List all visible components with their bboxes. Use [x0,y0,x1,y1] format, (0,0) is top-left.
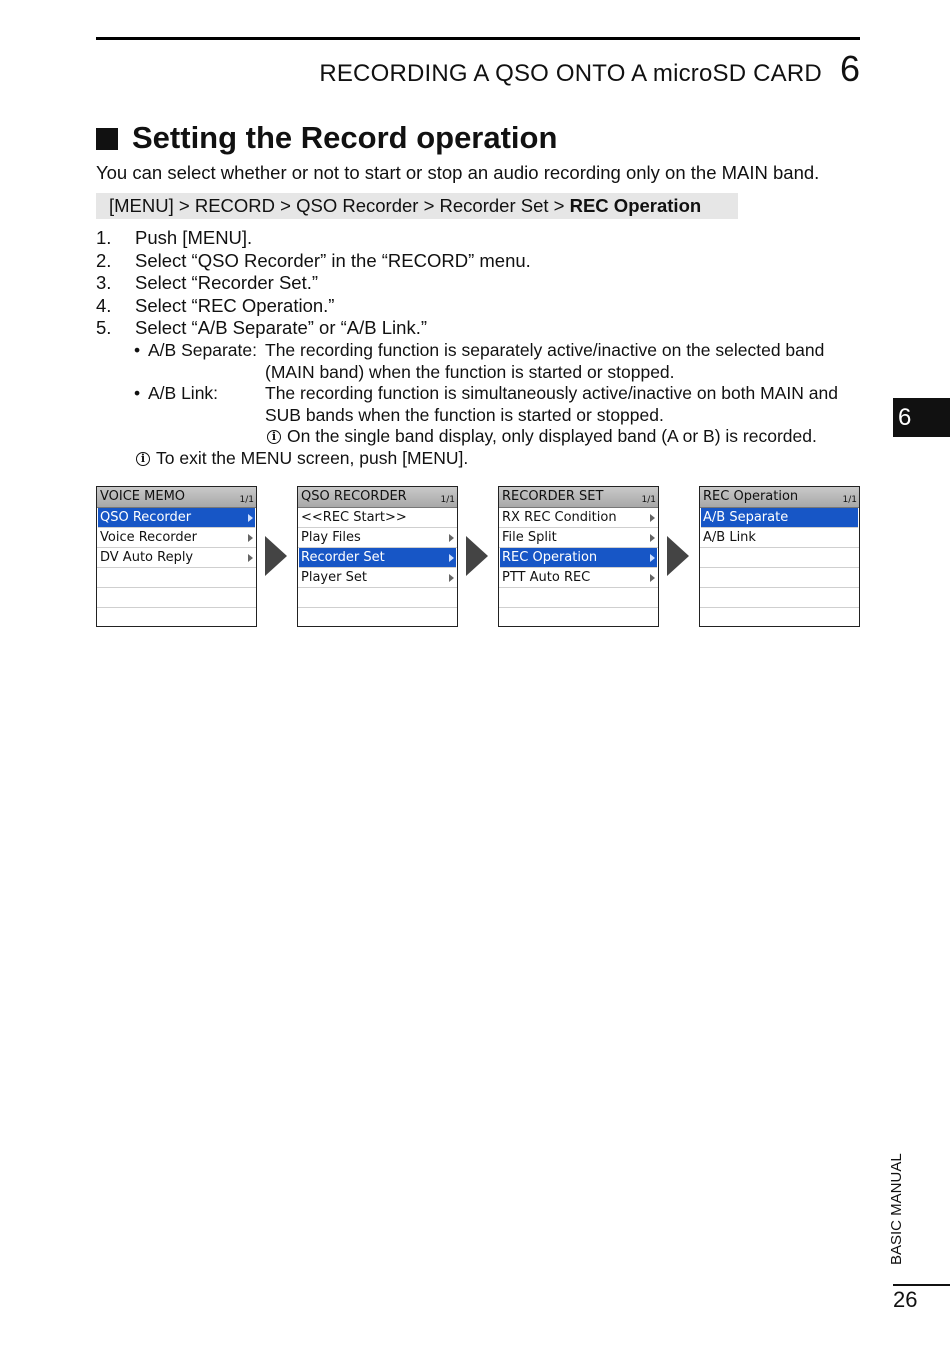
chevron-right-icon [449,554,454,562]
chapter-title: RECORDING A QSO ONTO A microSD CARD [319,60,822,87]
option-term: A/B Link: [148,383,219,403]
step-item [96,227,531,250]
screen-title-bar [298,487,457,508]
screen-title-bar [700,487,859,508]
single-band-note [267,426,817,448]
bullet-dot: • [134,340,141,360]
option-item [134,340,865,383]
step-text: Select “A/B Separate” or “A/B Link.” [135,317,428,338]
chevron-right-icon [650,514,655,522]
chevron-right-icon [248,534,253,542]
info-icon: i [136,452,150,466]
screen-page: 1/1 [440,495,455,505]
screen-page: 1/1 [239,495,254,505]
menu-item-label: Play Files [301,530,361,545]
menu-item[interactable] [299,548,456,568]
menu-item-label: PTT Auto REC [502,570,591,585]
chevron-right-icon [650,534,655,542]
menu-item-label: Player Set [301,570,367,585]
screen-title: RECORDER SET [502,489,604,504]
menu-item[interactable] [500,548,657,568]
screen-title: REC Operation [703,489,799,504]
menu-item-label: Voice Recorder [100,530,197,545]
menu-item[interactable] [700,528,859,548]
empty-row [499,608,658,628]
step-number: 2. [96,249,112,271]
empty-row [499,588,658,608]
chapter-header [319,48,860,90]
menu-item-label: QSO Recorder [100,510,192,525]
empty-row [700,548,859,568]
menu-screen-voice-memo [96,486,257,627]
menu-item-label: DV Auto Reply [100,550,194,565]
menu-screen-recorder-set [498,486,659,627]
footer-label: BASIC MANUAL [888,1153,905,1265]
exit-note [136,448,468,470]
chevron-right-icon [650,574,655,582]
bullet-dot: • [134,383,141,403]
step-text: Select “REC Operation.” [135,294,335,316]
menu-item[interactable] [499,568,658,588]
screen-title-bar [499,487,658,508]
menu-item[interactable] [499,528,658,548]
empty-row [97,588,256,608]
arrow-right-icon [265,536,287,576]
menu-path-target: REC Operation [569,195,702,216]
arrow-right-icon [466,536,488,576]
step-item [96,295,531,318]
screen-page: 1/1 [641,495,656,505]
menu-item-label: A/B Separate [703,510,789,525]
menu-item-label: A/B Link [703,530,756,545]
option-description: The recording function is simultaneously active/inactive on both MAIN and SUB bands when the function is started or stopped. [265,383,838,425]
menu-item[interactable] [98,508,255,528]
step-item [96,317,531,340]
step-number: 3. [96,272,112,293]
screen-page: 1/1 [842,495,857,505]
empty-row [700,588,859,608]
empty-row [298,588,457,608]
menu-item[interactable] [97,548,256,568]
note-text: To exit the MENU screen, push [MENU]. [156,448,469,468]
step-number: 1. [96,227,112,248]
screen-title: QSO RECORDER [301,489,407,504]
menu-item-label: RX REC Condition [502,510,617,525]
chevron-right-icon [248,514,253,522]
menu-item[interactable] [298,528,457,548]
empty-row [700,608,859,628]
menu-item[interactable] [499,508,658,528]
menu-path-text: [MENU] > RECORD > QSO Recorder > Recorder Set > [109,195,570,216]
footer-rule [893,1284,950,1286]
info-icon: i [267,430,281,444]
step-item [96,272,531,295]
menu-screen-rec-operation [699,486,860,627]
chevron-right-icon [248,554,253,562]
section-title: Setting the Record operation [132,120,558,155]
note-text: On the single band display, only displayed band (A or B) is recorded. [287,426,817,446]
square-bullet-icon [96,128,118,150]
menu-item-label: File Split [502,530,557,545]
menu-item[interactable] [298,568,457,588]
option-list [134,340,865,426]
menu-item[interactable] [97,528,256,548]
option-item [134,383,865,426]
empty-row [298,608,457,628]
menu-item[interactable] [701,508,858,528]
chevron-right-icon [449,574,454,582]
intro-text: You can select whether or not to start or stop an audio recording only on the MAIN band. [96,162,820,183]
chevron-right-icon [650,554,655,562]
screen-title: VOICE MEMO [100,489,186,504]
menu-item-label: <<REC Start>> [301,510,407,525]
screen-title-bar [97,487,256,508]
step-number: 5. [96,317,112,338]
chapter-number: 6 [839,48,860,89]
step-text: Push [MENU]. [135,227,253,248]
step-text: Select “Recorder Set.” [135,272,319,293]
arrow-right-icon [667,536,689,576]
menu-path [96,193,738,219]
step-text: Select “QSO Recorder” in the “RECORD” menu. [135,249,531,271]
menu-screen-qso-recorder [297,486,458,627]
menu-item[interactable] [298,508,457,528]
empty-row [97,608,256,628]
empty-row [700,568,859,588]
page-number: 26 [893,1287,918,1312]
chapter-side-tab: 6 [893,398,950,437]
section-heading [96,120,557,156]
empty-row [97,568,256,588]
chevron-right-icon [449,534,454,542]
step-number: 4. [96,294,112,316]
steps-list [96,227,531,340]
option-term: A/B Separate: [148,340,257,360]
menu-item-label: Recorder Set [301,550,385,565]
menu-item-label: REC Operation [502,550,598,565]
option-description: The recording function is separately active/inactive on the selected band (MAIN band) when the function is started or stopped. [265,340,825,382]
step-item [96,250,531,273]
top-rule [96,37,860,40]
